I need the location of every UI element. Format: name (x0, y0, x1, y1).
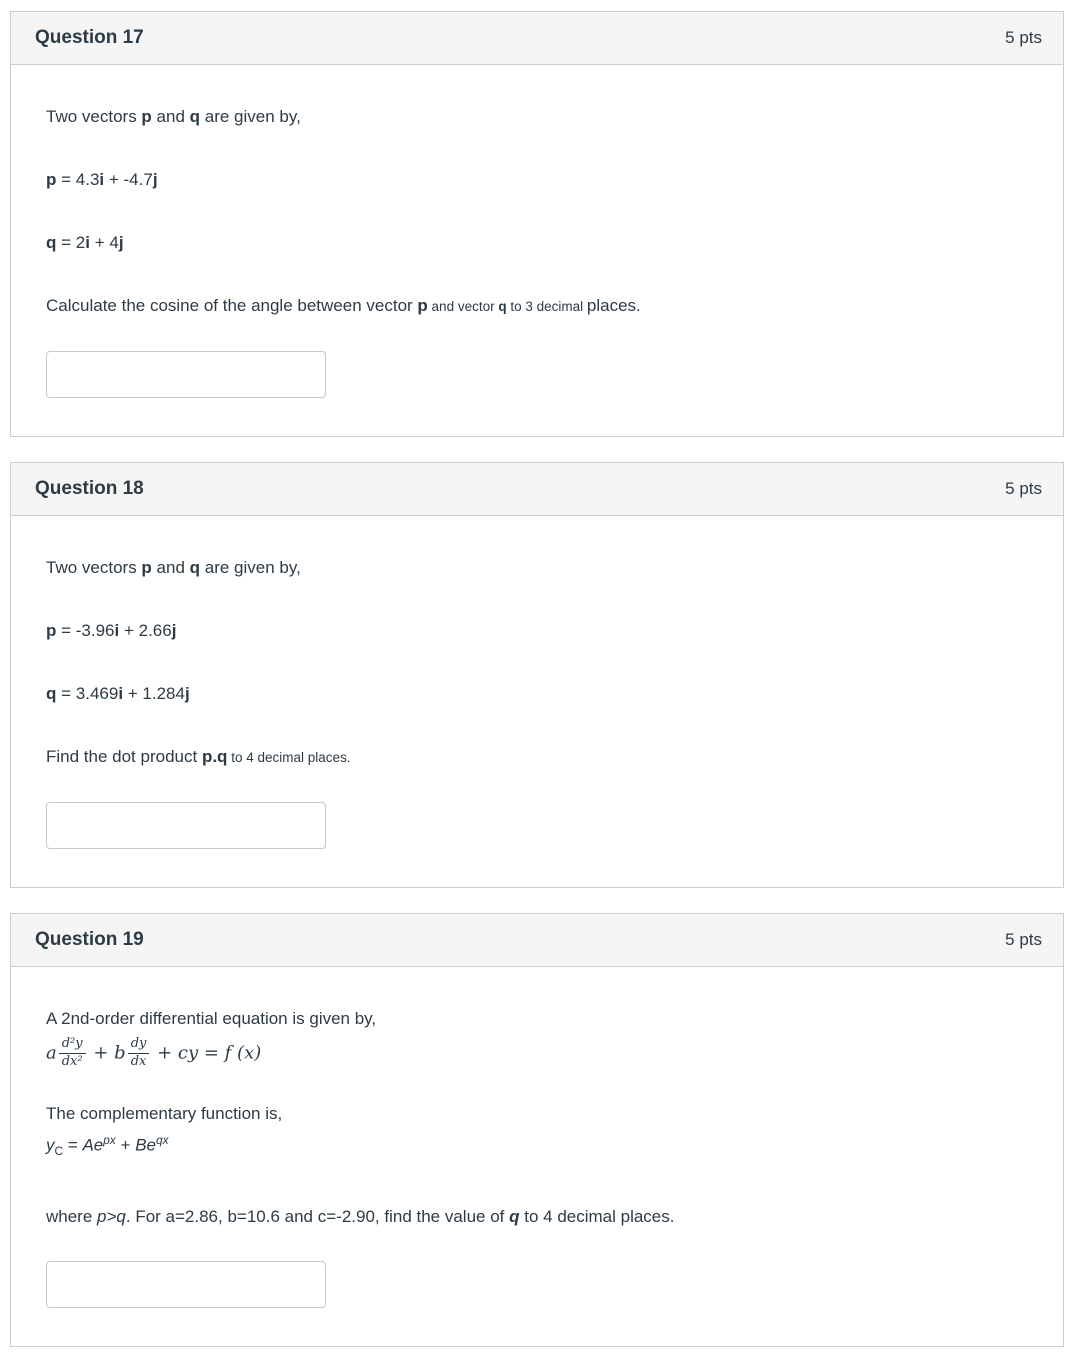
text-run: i (118, 684, 124, 703)
answer-input-q17[interactable] (46, 351, 326, 398)
text-run: and (151, 558, 190, 577)
text-run: i (114, 621, 120, 640)
question-intro-text: A 2nd-order differential equation is given by, (46, 1009, 377, 1028)
text-run: = 4.3 (56, 170, 100, 189)
text-run: q (189, 107, 201, 126)
text-run: j (118, 233, 124, 252)
question-card-18 (10, 462, 1064, 888)
fraction-denominator: dx² (61, 1053, 83, 1069)
text-run: and vector (427, 299, 499, 314)
question-title: Question 17 (35, 27, 144, 48)
text-run: = -3.96 (56, 621, 115, 640)
text-run: + 1.284 (123, 684, 185, 703)
text-run: + 4 (89, 233, 119, 252)
text-run: p (46, 170, 57, 189)
text-run: = 2 (56, 233, 86, 252)
text-run: p (141, 558, 152, 577)
complementary-function-lead: The complementary function is, (46, 1103, 283, 1123)
question-intro-text (46, 558, 1038, 578)
question-18-header (11, 463, 1063, 516)
question-points: 5 pts (1005, 930, 1042, 949)
eq-fraction-dy-dx (128, 1037, 150, 1070)
text-run: + (115, 1135, 136, 1155)
text-run: q (46, 684, 57, 703)
text-run: i (99, 170, 105, 189)
text-run: to 3 decimal (506, 299, 587, 314)
text-run: y (46, 1135, 55, 1155)
question-card-19 (10, 913, 1064, 1347)
eq-coefficient-a: a (46, 1042, 57, 1064)
text-run: q (498, 299, 507, 314)
vector-q-equation (46, 233, 1038, 253)
question-17-header (11, 12, 1063, 65)
text-run: p>q (97, 1206, 126, 1226)
text-run: to 4 decimal places. (519, 1206, 675, 1226)
text-run: j (184, 684, 190, 703)
text-run: places. (586, 296, 641, 315)
text-run: = 3.469 (56, 684, 119, 703)
complementary-function-equation (46, 1130, 1038, 1161)
text-run: are given by, (200, 558, 301, 577)
fraction-denominator: dx (130, 1053, 147, 1069)
text-run: p (46, 621, 57, 640)
text-run: i (85, 233, 90, 252)
vector-q-equation (46, 684, 1038, 704)
eq-fraction-d2y-dx2 (59, 1037, 86, 1070)
text-run: p.q (201, 747, 228, 766)
question-19-body (11, 967, 1063, 1346)
question-prompt-text (46, 296, 1038, 317)
text-run: p (141, 107, 152, 126)
text-run: . For a=2.86, b=10.6 and c=-2.90, find the value of (125, 1206, 510, 1226)
answer-input-q18[interactable] (46, 802, 326, 849)
text-run: Calculate the cosine of the angle between vector (46, 296, 418, 315)
question-prompt-text (46, 1207, 1038, 1227)
vector-p-equation (46, 170, 1038, 190)
question-17-body (11, 65, 1063, 436)
eq-plus-operator: + (87, 1042, 115, 1064)
question-19-header (11, 914, 1063, 967)
text-run: q (46, 233, 57, 252)
question-title: Question 18 (35, 478, 144, 499)
text-run: p (417, 296, 428, 315)
text-run: + 2.66 (119, 621, 172, 640)
text-run: where (46, 1206, 98, 1226)
text-run: Find the dot product (46, 747, 202, 766)
text-run: q (509, 1206, 520, 1226)
text-run: qx (156, 1132, 169, 1147)
text-run: + -4.7 (104, 170, 153, 189)
eq-coefficient-b: b (114, 1042, 126, 1064)
text-run: C (54, 1143, 64, 1158)
question-18-body (11, 516, 1063, 887)
text-run: q (189, 558, 201, 577)
text-run: Two vectors (46, 107, 142, 126)
text-run: are given by, (200, 107, 301, 126)
differential-equation (46, 1037, 1038, 1070)
text-run: Ae (82, 1135, 104, 1155)
question-points: 5 pts (1005, 479, 1042, 498)
text-run: j (152, 170, 158, 189)
text-run: Be (135, 1135, 156, 1155)
vector-p-equation (46, 621, 1038, 641)
text-run: to 4 decimal places. (227, 750, 351, 765)
question-card-17 (10, 11, 1064, 437)
text-run: Two vectors (46, 558, 142, 577)
fraction-numerator: dy (128, 1037, 150, 1054)
text-run: j (171, 621, 177, 640)
question-intro-text (46, 107, 1038, 127)
text-run: and (151, 107, 190, 126)
eq-tail: + cy = f (x) (151, 1042, 262, 1064)
fraction-numerator: d²y (59, 1037, 86, 1054)
question-title: Question 19 (35, 929, 144, 950)
answer-input-q19[interactable] (46, 1261, 326, 1308)
text-run: = (63, 1135, 83, 1155)
question-prompt-text (46, 747, 1038, 768)
question-points: 5 pts (1005, 28, 1042, 47)
text-run: px (103, 1132, 116, 1147)
